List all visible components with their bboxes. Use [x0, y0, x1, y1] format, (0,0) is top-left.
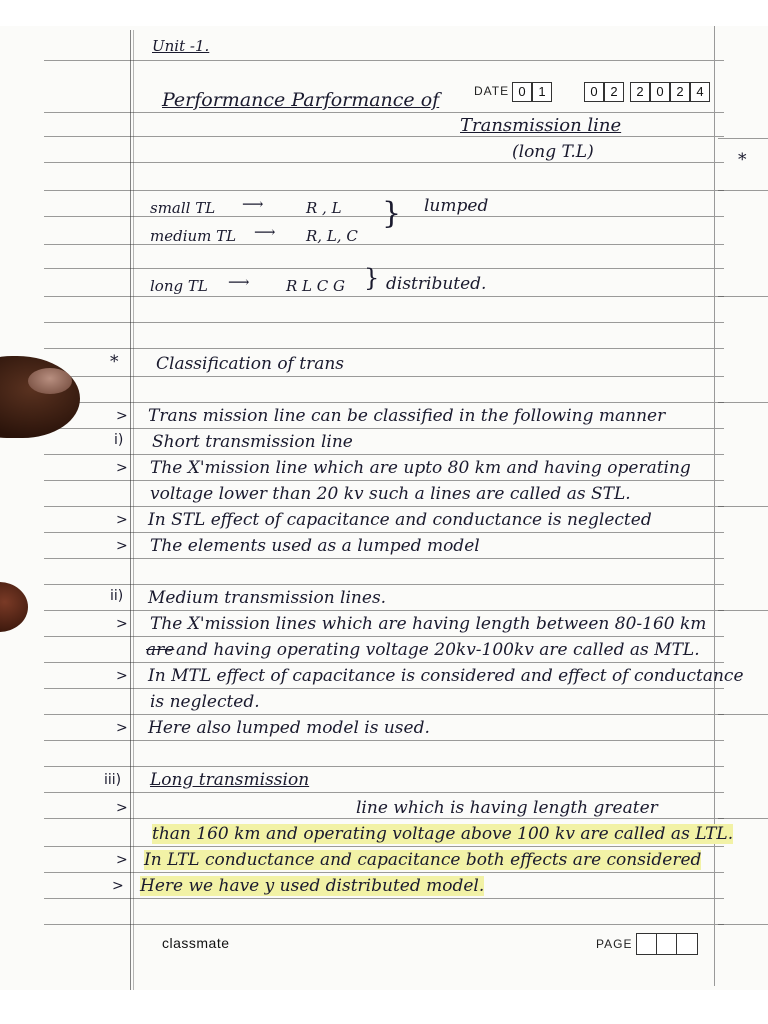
unit-heading: Unit -1. — [152, 37, 210, 55]
page-title-line3: (long T.L) — [512, 142, 594, 162]
arrow-icon: ⟶ — [254, 223, 276, 241]
line-marker: > — [116, 720, 128, 736]
ruled-line — [44, 454, 724, 455]
note-line: In STL effect of capacitance and conductance is neglected — [148, 510, 652, 530]
page-number-box — [656, 933, 678, 955]
star-marker: * — [110, 352, 119, 372]
note-line: Medium transmission lines. — [148, 588, 387, 608]
date-digit: 0 — [584, 82, 604, 102]
tl-name: long TL — [150, 277, 208, 295]
fingernail — [28, 368, 72, 394]
line-marker: ii) — [110, 588, 124, 604]
ruled-line-right — [718, 296, 768, 297]
margin-line — [133, 30, 134, 990]
line-marker: i) — [114, 432, 124, 448]
note-line: is neglected. — [150, 692, 260, 712]
page-number-box — [636, 933, 658, 955]
ruled-line — [44, 662, 724, 663]
ruled-line — [44, 322, 724, 323]
page-label: PAGE — [596, 937, 633, 951]
tl-elements: R , L — [306, 199, 342, 217]
ruled-line — [44, 402, 724, 403]
page-number-box — [676, 933, 698, 955]
ruled-line — [44, 506, 724, 507]
lumped-label: lumped — [424, 196, 489, 216]
note-line: than 160 km and operating voltage above 100 kv are called as LTL. — [152, 824, 734, 844]
ruled-line-right — [718, 190, 768, 191]
note-line: The elements used as a lumped model — [150, 536, 480, 556]
note-line: In MTL effect of capacitance is considered and effect of conductance — [148, 666, 744, 686]
ruled-line — [44, 818, 724, 819]
ruled-line — [44, 558, 724, 559]
line-marker: > — [116, 538, 128, 554]
ruled-line — [44, 190, 724, 191]
note-line: Long transmission — [150, 770, 310, 790]
ruled-line-right — [718, 138, 768, 139]
line-marker: > — [116, 408, 128, 424]
finger — [0, 582, 28, 632]
ruled-line — [44, 714, 724, 715]
note-line: Short transmission line — [152, 432, 353, 452]
ruled-line — [44, 162, 724, 163]
ruled-line — [44, 766, 724, 767]
note-line: The X'mission lines which are having length between 80-160 km — [150, 614, 707, 634]
tl-name: small TL — [150, 199, 216, 217]
ruled-line — [44, 480, 724, 481]
date-digit: 0 — [650, 82, 670, 102]
ruled-line — [44, 924, 724, 925]
ruled-line — [44, 636, 724, 637]
line-marker: > — [116, 800, 128, 816]
tl-elements: R L C G — [286, 277, 346, 295]
date-digit: 2 — [630, 82, 650, 102]
ruled-line-right — [718, 714, 768, 715]
struck-word: are — [146, 640, 175, 660]
brace-icon: } — [364, 264, 380, 292]
ruled-line — [44, 898, 724, 899]
ruled-line — [44, 428, 724, 429]
line-marker: > — [116, 616, 128, 632]
arrow-icon: ⟶ — [228, 273, 250, 291]
ruled-line — [44, 268, 724, 269]
ruled-line — [44, 296, 724, 297]
ruled-line — [44, 60, 724, 61]
note-line: line which is having length greater — [356, 798, 658, 818]
ruled-line — [44, 348, 724, 349]
brace-icon: } — [382, 196, 402, 231]
date-digit: 0 — [512, 82, 532, 102]
date-digit: 2 — [604, 82, 624, 102]
margin-star: * — [738, 150, 747, 170]
bottom-edge — [0, 990, 768, 1024]
ruled-line — [44, 740, 724, 741]
ruled-line-right — [718, 402, 768, 403]
note-line: The X'mission line which are upto 80 km and having operating — [150, 458, 691, 478]
ruled-line-right — [718, 506, 768, 507]
ruled-line — [44, 846, 724, 847]
brand-logo: classmate — [162, 935, 230, 951]
note-line: and having operating voltage 20kv-100kv are called as MTL. — [176, 640, 700, 660]
line-marker: > — [116, 512, 128, 528]
line-marker: iii) — [104, 772, 122, 788]
note-line: Here also lumped model is used. — [148, 718, 430, 738]
note-line: Trans mission line can be classified in the following manner — [148, 406, 666, 426]
ruled-line-right — [718, 924, 768, 925]
ruled-line — [44, 792, 724, 793]
tl-elements: R, L, C — [306, 227, 358, 245]
line-marker: > — [116, 852, 128, 868]
page-title-line2: Transmission line — [460, 115, 622, 136]
top-edge — [0, 0, 768, 26]
margin-line — [130, 30, 131, 990]
ruled-line-right — [718, 610, 768, 611]
ruled-line — [44, 112, 724, 113]
ruled-line — [44, 610, 724, 611]
line-marker: > — [112, 878, 124, 894]
date-digit: 2 — [670, 82, 690, 102]
ruled-line — [44, 584, 724, 585]
ruled-line — [44, 136, 724, 137]
line-marker: > — [116, 460, 128, 476]
ruled-line — [44, 376, 724, 377]
note-line: Here we have y used distributed model. — [140, 876, 485, 896]
ruled-line — [44, 688, 724, 689]
date-digit: 4 — [690, 82, 710, 102]
ruled-line — [44, 244, 724, 245]
date-label: DATE — [474, 84, 510, 98]
distributed-label: distributed. — [386, 274, 487, 294]
line-marker: > — [116, 668, 128, 684]
note-line: voltage lower than 20 kv such a lines are called as STL. — [150, 484, 631, 504]
ruled-line — [44, 532, 724, 533]
ruled-line — [44, 872, 724, 873]
tl-name: medium TL — [150, 227, 237, 245]
page-title: Performance Parformance of — [162, 89, 440, 111]
date-digit: 1 — [532, 82, 552, 102]
arrow-icon: ⟶ — [242, 195, 264, 213]
section-heading: Classification of trans — [156, 354, 345, 374]
note-line: In LTL conductance and capacitance both effects are considered — [144, 850, 702, 870]
ruled-line-right — [718, 818, 768, 819]
